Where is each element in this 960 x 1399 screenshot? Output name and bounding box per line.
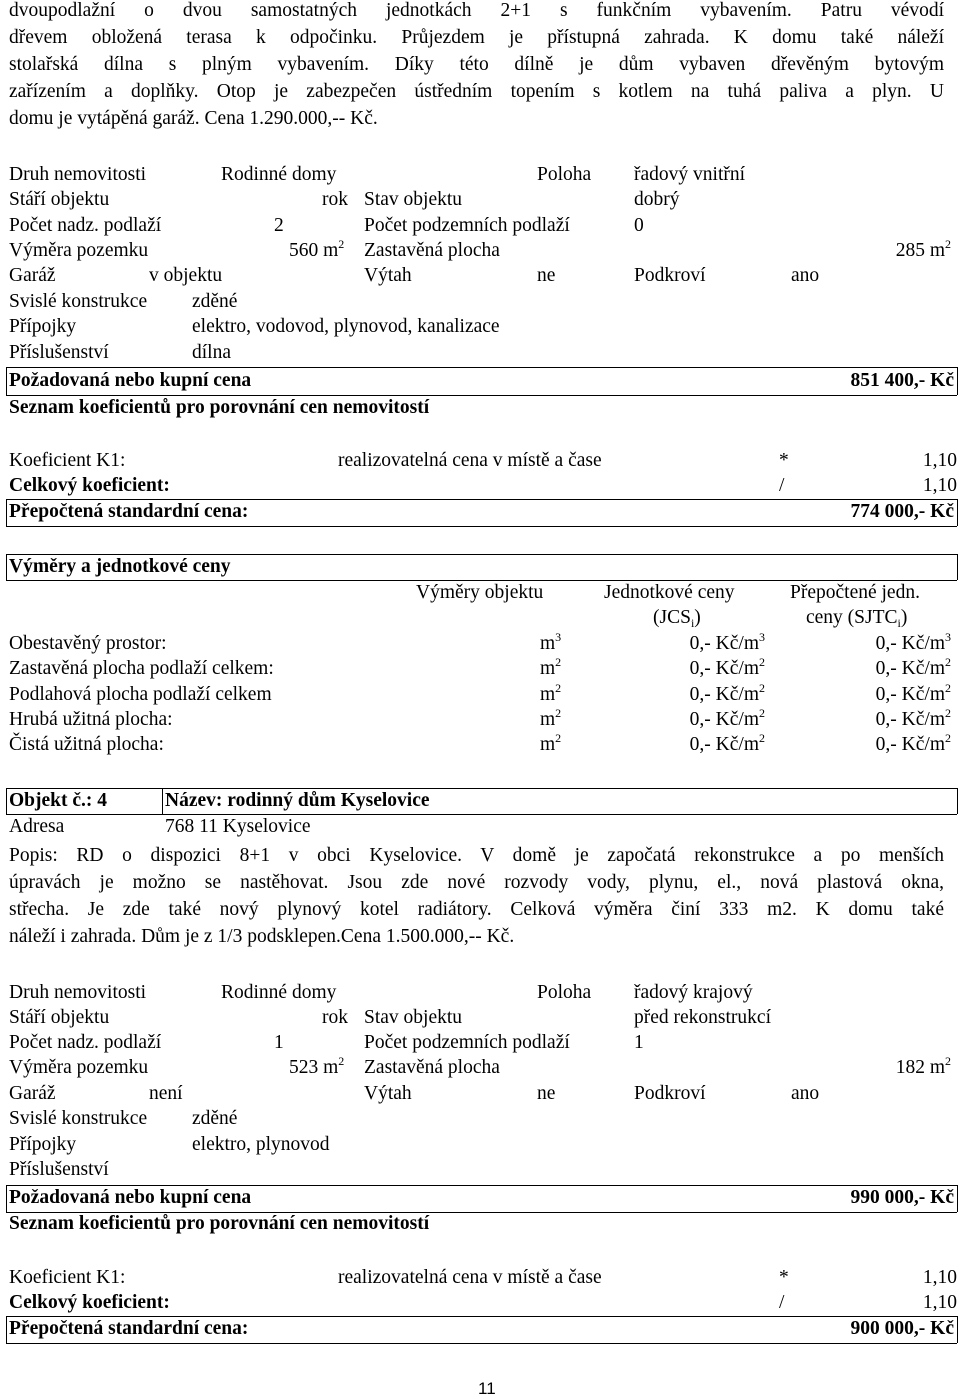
value-celkovy-koeficient: 1,10 (922, 1292, 957, 1313)
std-price-box-bottom-line (6, 526, 957, 527)
vymery-row-label: Čistá užitná plocha: (9, 734, 164, 755)
label-garaz: Garáž (9, 1083, 56, 1104)
label-poloha: Poloha (537, 982, 592, 1003)
std-price-box-bottom-line (6, 1343, 957, 1344)
value-pocet-podz: 0 (634, 215, 644, 236)
value-zastavena: 182 $m^2$ (895, 1054, 951, 1078)
value-druh: Rodinné domy (221, 982, 337, 1003)
label-koeficient-k1-desc: realizovatelná cena v místě a čase (338, 1267, 602, 1288)
vymery-title-bottom-line (6, 580, 957, 581)
vymery-row-unit: $m^2$ (540, 655, 562, 679)
value-koeficient-k1: 1,10 (922, 450, 957, 471)
value-pocet-nadz: 2 (274, 215, 284, 236)
label-pocet-podz: Počet podzemních podlaží (364, 215, 570, 236)
label-prepoctena-cena: Přepočtená standardní cena: (9, 501, 249, 522)
col-vymery-objektu: Výměry objektu (416, 582, 544, 603)
value-svisle: zděné (192, 1108, 238, 1129)
label-zastavena: Zastavěná plocha (364, 240, 500, 261)
label-rok: rok (322, 189, 348, 210)
vymery-row-unit: $m^2$ (540, 681, 562, 705)
value-pozadovana-cena: 990 000,- Kč (850, 1187, 954, 1208)
value-vymera-pozemku: 560 $m^2$ (289, 237, 345, 261)
value-podkrovi: ano (791, 265, 820, 286)
label-vymera-pozemku: Výměra pozemku (9, 240, 149, 261)
label-stari: Stáří objektu (9, 189, 110, 210)
vymery-row-sjtc: 0,- $Kč/m^2$ (875, 706, 951, 730)
label-podkrovi: Podkroví (634, 265, 706, 286)
label-vymera-pozemku: Výměra pozemku (9, 1057, 149, 1078)
value-pripojky: elektro, plynovod (192, 1134, 330, 1155)
value-pozadovana-cena: 851 400,- Kč (850, 370, 954, 391)
value-garaz: není (149, 1083, 183, 1104)
label-stav: Stav objektu (364, 189, 463, 210)
label-stari: Stáří objektu (9, 1007, 110, 1028)
value-pocet-nadz: 1 (274, 1032, 284, 1053)
vymery-row-jcs: 0,- $Kč/m^2$ (689, 731, 765, 755)
vymery-row-label: Hrubá užitná plocha: (9, 709, 173, 730)
value-celkovy-koeficient: 1,10 (922, 475, 957, 496)
std-price-box-top-line (6, 1316, 957, 1317)
label-rok: rok (322, 1007, 348, 1028)
label-koeficient-k1: Koeficient K1: (9, 450, 126, 471)
operator-star: * (779, 1267, 789, 1288)
operator-star: * (779, 450, 789, 471)
label-prislusenstvi: Příslušenství (9, 1159, 109, 1180)
label-prislusenstvi: Příslušenství (9, 342, 109, 363)
label-podkrovi: Podkroví (634, 1083, 706, 1104)
value-zastavena: 285 $m^2$ (895, 237, 951, 261)
intro-line: domu je vytápěná garáž. Cena 1.290.000,-- Kč. (9, 108, 378, 129)
vymery-row-unit: $m^2$ (540, 731, 562, 755)
object-header-divider-line (162, 788, 163, 814)
popis-line: střecha. Je zde také nový plynový kotel radiátory. Celková výměra činí 333 m2. K domu také (9, 899, 944, 920)
label-svisle: Svislé konstrukce (9, 291, 148, 312)
price-box-left-line (6, 1185, 7, 1212)
vymery-title-left-line (6, 554, 7, 580)
label-pocet-podz: Počet podzemních podlaží (364, 1032, 570, 1053)
value-poloha: řadový vnitřní (634, 164, 746, 185)
label-druh: Druh nemovitosti (9, 982, 147, 1003)
value-poloha: řadový krajový (634, 982, 753, 1003)
value-vytah: ne (537, 1083, 556, 1104)
price-box-bottom-line (6, 395, 957, 396)
label-prepoctena-cena: Přepočtená standardní cena: (9, 1318, 249, 1339)
vymery-row-sjtc: 0,- $Kč/m^2$ (875, 681, 951, 705)
label-koeficient-k1-desc: realizovatelná cena v místě a čase (338, 450, 602, 471)
vymery-row-sjtc: 0,- $Kč/m^2$ (875, 731, 951, 755)
std-price-box-right-line (957, 1316, 958, 1343)
intro-line: zařízením a doplňky. Otop je zabezpečen ústředním topením s kotlem na tuhá paliva a plyn. U (9, 81, 944, 102)
vymery-row-jcs: 0,- $Kč/m^2$ (689, 681, 765, 705)
value-adresa: 768 11 Kyselovice (165, 816, 311, 837)
label-svisle: Svislé konstrukce (9, 1108, 148, 1129)
value-druh: Rodinné domy (221, 164, 337, 185)
popis-line: úpravách je možno se nastěhovat. Jsou zde nové rozvody vody, plynu, el., nová plastová okna, (9, 872, 944, 893)
label-druh: Druh nemovitosti (9, 164, 147, 185)
vymery-row-unit: $m^3$ (540, 630, 562, 654)
value-koeficient-k1: 1,10 (922, 1267, 957, 1288)
price-box-right-line (957, 1185, 958, 1212)
value-stav: před rekonstrukcí (634, 1007, 771, 1028)
value-vymera-pozemku: 523 $m^2$ (289, 1054, 345, 1078)
label-pocet-nadz: Počet nadz. podlaží (9, 215, 162, 236)
vymery-row-label: Podlahová plocha podlaží celkem (9, 684, 272, 705)
object-header-right-line (957, 788, 958, 814)
price-box-left-line (6, 367, 7, 395)
object-header-top-line (6, 788, 957, 789)
label-pocet-nadz: Počet nadz. podlaží (9, 1032, 162, 1053)
vymery-row-label: Obestavěný prostor: (9, 633, 167, 654)
std-price-box-left-line (6, 1316, 7, 1343)
intro-line: dřevem obložená terasa k odpočinku. Průjezdem je přístupná zahrada. K domu také náleží (9, 27, 944, 48)
price-box-top-line (6, 1185, 957, 1186)
col-sjtc: ceny $(SJTC_i)$ (806, 607, 908, 630)
vymery-row-sjtc: 0,- $Kč/m^3$ (875, 630, 951, 654)
page-number: 11 (478, 1379, 496, 1398)
value-prepoctena-cena: 900 000,- Kč (850, 1318, 954, 1339)
value-prepoctena-cena: 774 000,- Kč (850, 501, 954, 522)
intro-line: dvoupodlažní o dvou samostatných jednotkách 2+1 s funkčním vybavením. Patru vévodí (9, 0, 944, 21)
vymery-row-label: Zastavěná plocha podlaží celkem: (9, 658, 274, 679)
vymery-row-jcs: 0,- $Kč/m^3$ (689, 630, 765, 654)
vymery-row-jcs: 0,- $Kč/m^2$ (689, 655, 765, 679)
object-header-left-line (6, 788, 7, 814)
popis-line: Popis: RD o dispozici 8+1 v obci Kyselovice. V domě je započatá rekonstrukce a po menších (9, 845, 944, 866)
label-celkovy-koeficient: Celkový koeficient: (9, 1292, 170, 1313)
object-number: Objekt č.: 4 (9, 790, 108, 811)
operator-slash: / (779, 475, 785, 496)
vymery-row-sjtc: 0,- $Kč/m^2$ (875, 655, 951, 679)
price-box-top-line (6, 367, 957, 368)
label-zastavena: Zastavěná plocha (364, 1057, 500, 1078)
col-jednotkove-ceny: Jednotkové ceny (604, 582, 735, 603)
vymery-title-top-line (6, 554, 957, 555)
operator-slash: / (779, 1292, 785, 1313)
value-garaz: v objektu (149, 265, 223, 286)
value-pocet-podz: 1 (634, 1032, 644, 1053)
value-prislusenstvi: dílna (192, 342, 231, 363)
label-pripojky: Přípojky (9, 316, 77, 337)
value-svisle: zděné (192, 291, 238, 312)
label-seznam-koeficientu: Seznam koeficientů pro porovnání cen nemovitostí (9, 1213, 430, 1234)
price-box-right-line (957, 367, 958, 395)
value-stav: dobrý (634, 189, 680, 210)
label-pripojky: Přípojky (9, 1134, 77, 1155)
std-price-box-left-line (6, 499, 7, 526)
label-vytah: Výtah (364, 1083, 412, 1104)
popis-line: náleží i zahrada. Dům je z 1/3 podsklepen.Cena 1.500.000,-- Kč. (9, 926, 515, 947)
label-garaz: Garáž (9, 265, 56, 286)
label-celkovy-koeficient: Celkový koeficient: (9, 475, 170, 496)
std-price-box-right-line (957, 499, 958, 526)
label-stav: Stav objektu (364, 1007, 463, 1028)
vymery-title-right-line (957, 554, 958, 580)
label-vytah: Výtah (364, 265, 412, 286)
object-header-bottom-line (6, 814, 957, 815)
vymery-row-jcs: 0,- $Kč/m^2$ (689, 706, 765, 730)
label-seznam-koeficientu: Seznam koeficientů pro porovnání cen nemovitostí (9, 397, 430, 418)
value-pripojky: elektro, vodovod, plynovod, kanalizace (192, 316, 500, 337)
object-name: Název: rodinný dům Kyselovice (165, 790, 430, 811)
std-price-box-top-line (6, 499, 957, 500)
vymery-title: Výměry a jednotkové ceny (9, 556, 231, 577)
col-jcs: $(JCS_i)$ (653, 607, 701, 630)
vymery-row-unit: $m^2$ (540, 706, 562, 730)
label-koeficient-k1: Koeficient K1: (9, 1267, 126, 1288)
value-vytah: ne (537, 265, 556, 286)
value-podkrovi: ano (791, 1083, 820, 1104)
intro-line: stolařská dílna s plným vybavením. Díky této dílně je dům vybaven dřevěným bytovým (9, 54, 944, 75)
col-prepoctene-jedn: Přepočtené jedn. (790, 582, 920, 603)
label-pozadovana-cena: Požadovaná nebo kupní cena (9, 370, 252, 391)
label-poloha: Poloha (537, 164, 592, 185)
label-adresa: Adresa (9, 816, 65, 837)
label-pozadovana-cena: Požadovaná nebo kupní cena (9, 1187, 252, 1208)
